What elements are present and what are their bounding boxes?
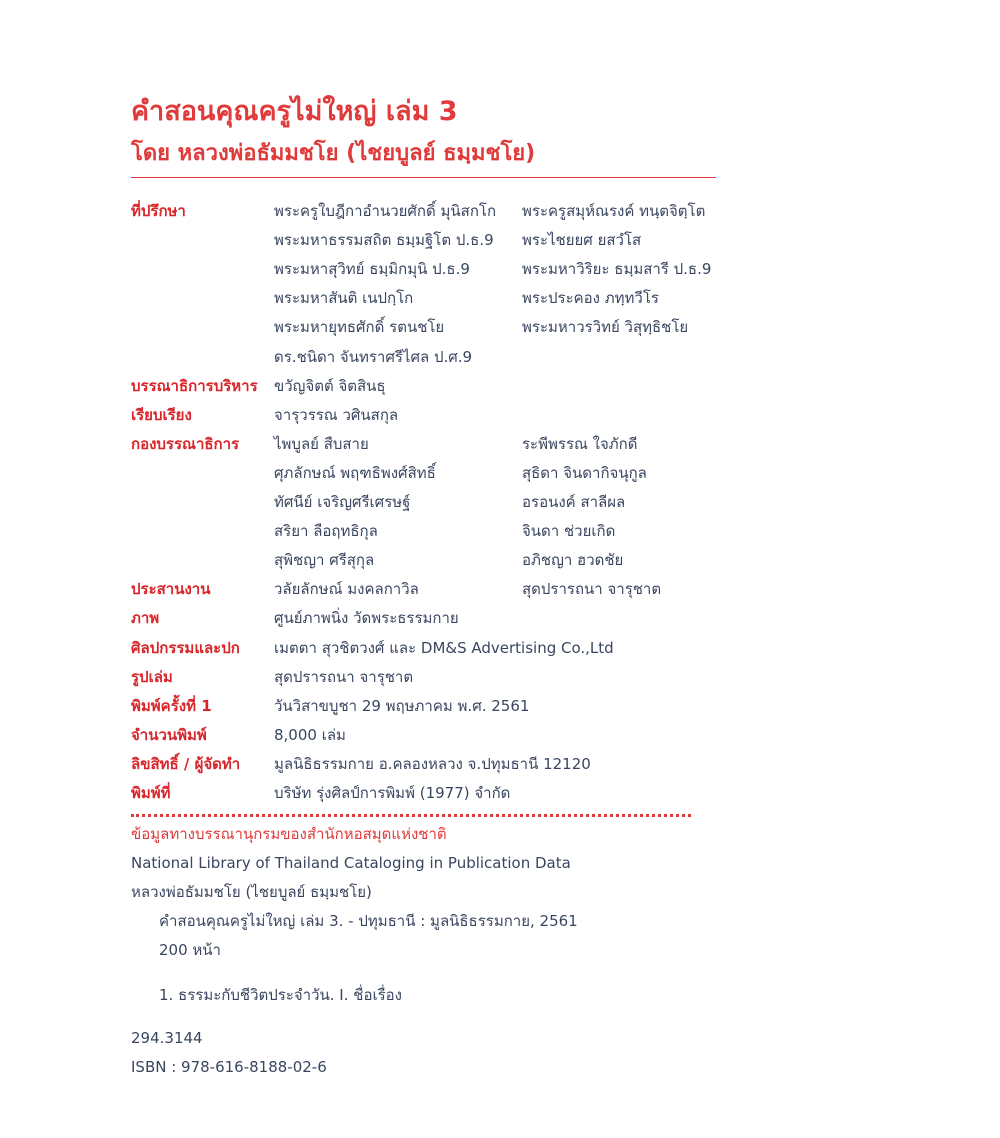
credit-name: ขวัญจิตต์ จิตสินธุ (274, 376, 386, 395)
credit-name-secondary: พระครูสมุห์ณรงค์ ทนฺตจิตฺโต (522, 202, 706, 220)
credit-name: วันวิสาขบูชา 29 พฤษภาคม พ.ศ. 2561 (274, 696, 530, 715)
credit-name-secondary: พระไชยยศ ยสวํโส (522, 231, 642, 250)
credit-name: บริษัท รุ่งศิลป์การพิมพ์ (1977) จำกัด (274, 784, 511, 802)
credit-name: มูลนิธิธรรมกาย อ.คลองหลวง จ.ปทุมธานี 12120 (274, 754, 591, 773)
credit-row (131, 459, 831, 488)
credit-row (131, 517, 831, 546)
credit-row (131, 721, 831, 750)
credit-name: ไพบูลย์ สืบสาย (274, 434, 369, 453)
credit-label: เรียบเรียง (131, 405, 192, 424)
credit-label: ภาพ (131, 609, 160, 628)
credit-label: บรรณาธิการบริหาร (131, 376, 258, 395)
catalog-title: คำสอนคุณครูไม่ใหญ่ เล่ม 3. - ปทุมธานี : มูลนิธิธรรมกาย, 2561 (159, 912, 578, 930)
credit-row (131, 634, 831, 663)
credit-label: ที่ปรึกษา (131, 202, 186, 220)
credit-name: เมตตา สุวชิตวงศ์ และ DM&S Advertising Co.,Ltd (274, 638, 614, 657)
credit-row (131, 663, 831, 692)
credit-row (131, 575, 831, 604)
credit-name: พระมหาธรรมสถิต ธมฺมฐิโต ป.ธ.9 (274, 231, 494, 250)
credit-label: จำนวนพิมพ์ (131, 725, 207, 744)
credit-row (131, 401, 831, 430)
catalog-heading-english: National Library of Thailand Cataloging in Publication Data (131, 854, 571, 872)
credit-name: ศุภลักษณ์ พฤฑธิพงศ์สิทธิ์ (274, 463, 436, 482)
credit-row (131, 604, 831, 633)
credit-name-secondary: ระพีพรรณ ใจภักดี (522, 434, 638, 453)
credit-name-secondary: อภิชญา ฮวดชัย (522, 551, 624, 570)
credit-row (131, 343, 831, 372)
credit-name: ทัศนีย์ เจริญศรีเศรษฐ์ (274, 493, 411, 511)
credit-row (131, 255, 831, 284)
catalog-call-number: 294.3144 (131, 1029, 203, 1047)
credit-name: พระครูใบฎีกาอำนวยศักดิ์ มุนิสกโก (274, 202, 497, 220)
credit-name-secondary: สุดปรารถนา จารุชาต (522, 580, 662, 599)
credit-label: กองบรรณาธิการ (131, 434, 240, 453)
credit-label: พิมพ์ที่ (131, 784, 171, 802)
credit-name-secondary: พระมหาวรวิทย์ วิสุทฺธิชโย (522, 318, 689, 337)
credit-name-secondary: พระประคอง ภทฺทวีโร (522, 289, 659, 308)
credit-name-secondary: จินดา ช่วยเกิด (522, 522, 616, 541)
credit-label: พิมพ์ครั้งที่ 1 (131, 696, 212, 715)
credit-label: ศิลปกรรมและปก (131, 638, 240, 657)
credit-label: ประสานงาน (131, 580, 211, 599)
credit-name: วลัยลักษณ์ มงคลกาวิล (274, 580, 419, 599)
credit-name: จารุวรรณ วศินสกุล (274, 405, 399, 424)
catalog-subject: 1. ธรรมะกับชีวิตประจำวัน. I. ชื่อเรื่อง (159, 986, 402, 1004)
credit-row (131, 372, 831, 401)
credit-name: สุพิชญา ศรีสุกุล (274, 551, 375, 570)
credit-row (131, 313, 831, 342)
credit-row (131, 546, 831, 575)
catalog-pages: 200 หน้า (159, 941, 221, 959)
catalog-author: หลวงพ่อธัมมชโย (ไชยบูลย์ ธมฺมชโย) (131, 883, 372, 901)
credit-name-secondary: พระมหาวิริยะ ธมฺมสารี ป.ธ.9 (522, 260, 712, 279)
credit-row (131, 692, 831, 721)
credit-row (131, 779, 831, 808)
page-subtitle: โดย หลวงพ่อธัมมชโย (ไชยบูลย์ ธมฺมชโย) (131, 141, 536, 166)
credit-name-secondary: อรอนงค์ สาลีผล (522, 493, 626, 511)
page-title: คำสอนคุณครูไม่ใหญ่ เล่ม 3 (131, 96, 458, 127)
credit-name: 8,000 เล่ม (274, 725, 346, 744)
credit-name: สุดปรารถนา จารุชาต (274, 667, 414, 686)
credit-row (131, 488, 831, 517)
credit-name: พระมหาสันติ เนปกฺโก (274, 289, 414, 308)
credit-name: พระมหาสุวิทย์ ธมฺมิกมุนิ ป.ธ.9 (274, 260, 470, 279)
credit-name: สริยา ลือฤทธิกุล (274, 522, 378, 541)
catalog-isbn: ISBN : 978-616-8188-02-6 (131, 1058, 327, 1076)
credit-name: ดร.ชนิดา จันทราศรีไศล ป.ศ.9 (274, 347, 473, 366)
credit-row (131, 197, 831, 226)
dotted-divider (131, 814, 691, 817)
credit-row (131, 750, 831, 779)
credit-name-secondary: สุธิดา จินดากิจนุกูล (522, 463, 647, 482)
credit-name: พระมหายุทธศักดิ์ รตนชโย (274, 318, 445, 337)
credit-row (131, 284, 831, 313)
title-divider (131, 177, 716, 178)
catalog-heading-thai: ข้อมูลทางบรรณานุกรมของสำนักหอสมุดแห่งชาติ (131, 825, 447, 843)
credit-label: รูปเล่ม (131, 667, 173, 686)
credit-row (131, 226, 831, 255)
credit-name: ศูนย์ภาพนิ่ง วัดพระธรรมกาย (274, 609, 459, 628)
credit-label: ลิขสิทธิ์ / ผู้จัดทำ (131, 754, 241, 773)
credit-row (131, 430, 831, 459)
